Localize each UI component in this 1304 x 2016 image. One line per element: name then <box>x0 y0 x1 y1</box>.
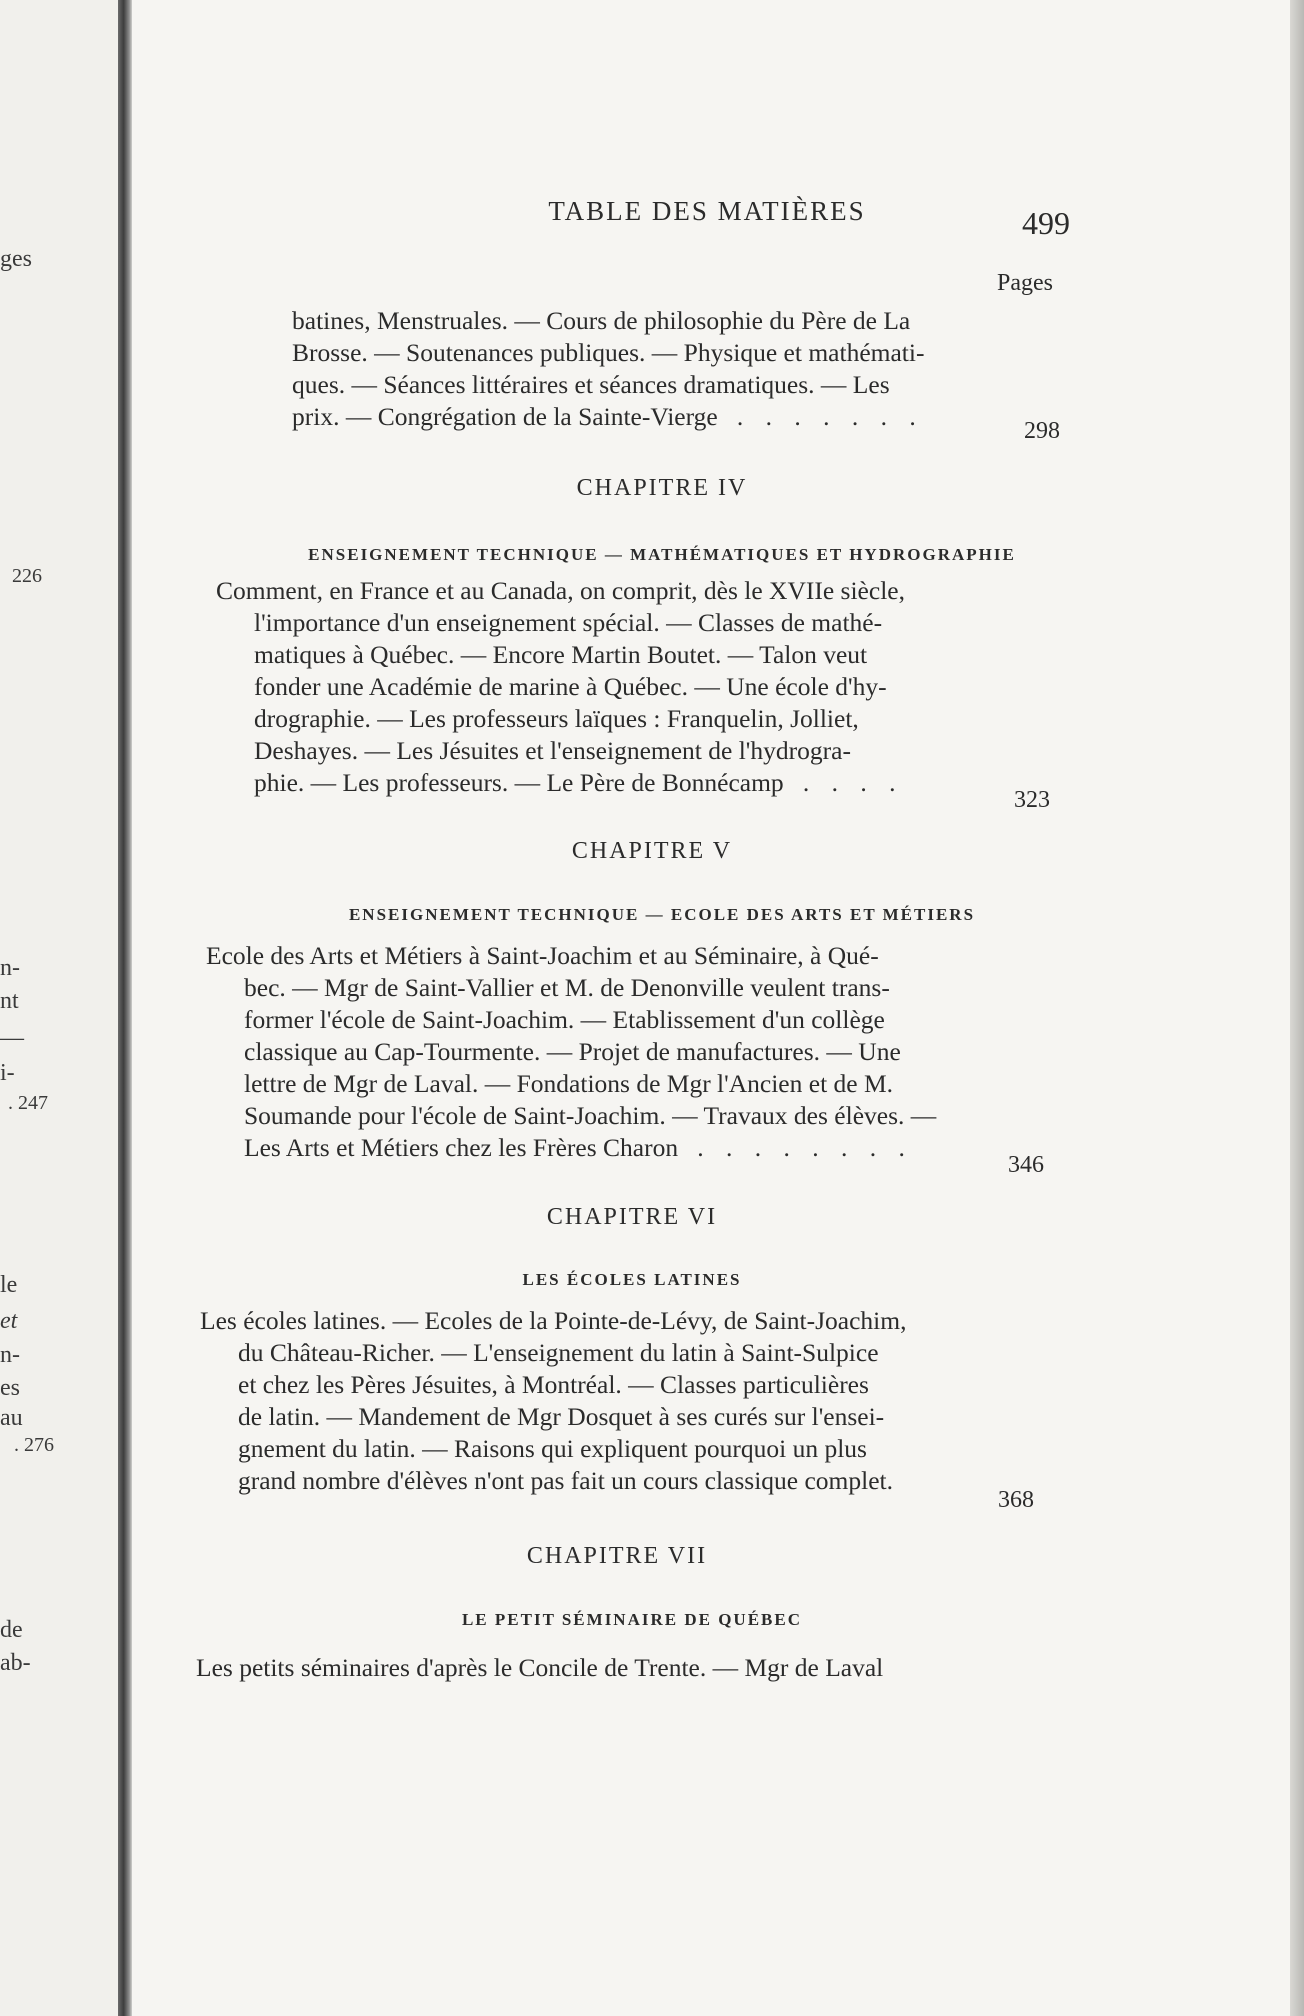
left-fragment: nt <box>0 988 19 1014</box>
toc-entry-chapter-7 <box>196 1652 1016 1684</box>
entry-page-number: 323 <box>1014 787 1050 813</box>
entry-line <box>292 401 1022 433</box>
entry-line: batines, Menstruales. — Cours de philosophie du Père de La <box>292 306 911 335</box>
entry-line: bec. — Mgr de Saint-Vallier et M. de Denonville veulent trans- <box>244 973 890 1002</box>
entry-line: du Château-Richer. — L'enseignement du latin à Saint-Sulpice <box>238 1338 879 1367</box>
running-title: TABLE DES MATIÈRES <box>548 196 866 226</box>
entry-line: gnement du latin. — Raisons qui expliquent pourquoi un plus <box>238 1434 867 1463</box>
chapter-heading: CHAPITRE VII <box>526 1543 708 1569</box>
entry-text: prix. — Congrégation de la Sainte-Vierge <box>292 402 718 431</box>
entry-line: drographie. — Les professeurs laïques : Franquelin, Jolliet, <box>254 704 859 733</box>
entry-text: Les Arts et Métiers chez les Frères Charon <box>244 1133 679 1162</box>
entry-line: grand nombre d'élèves n'ont pas fait un cours classique complet. <box>238 1466 894 1495</box>
left-fragment: 226 <box>12 565 42 587</box>
dot-leaders: . . . . <box>802 768 904 797</box>
toc-entry-chapter-5 <box>206 940 1026 1164</box>
entry-line: lettre de Mgr de Laval. — Fondations de Mgr l'Ancien et de M. <box>244 1069 894 1098</box>
left-fragment: de <box>0 1617 23 1643</box>
entry-text: phie. — Les professeurs. — Le Père de Bonnécamp <box>254 768 784 797</box>
pages-column-label: Pages <box>997 270 1053 296</box>
chapter-heading: CHAPITRE VI <box>546 1204 718 1230</box>
left-fragment: . 276 <box>14 1434 54 1456</box>
entry-line: Comment, en France et au Canada, on comprit, dès le XVIIe siècle, <box>216 576 905 605</box>
left-fragment: n- <box>0 955 20 981</box>
entry-line: de latin. — Mandement de Mgr Dosquet à ses curés sur l'ensei- <box>238 1402 885 1431</box>
left-fragment: ges <box>0 246 32 272</box>
left-fragment: le <box>0 1272 18 1298</box>
left-fragment: — <box>0 1025 24 1051</box>
page-number: 499 <box>1022 205 1070 241</box>
chapter-heading: CHAPITRE IV <box>576 475 748 501</box>
entry-line: Soumande pour l'école de Saint-Joachim. — Travaux des élèves. — <box>244 1101 937 1130</box>
entry-line: Deshayes. — Les Jésuites et l'enseignement de l'hydrogra- <box>254 736 851 765</box>
toc-entry-chapter-4 <box>216 575 1026 799</box>
left-fragment: es <box>0 1375 20 1401</box>
entry-page-number: 298 <box>1024 418 1060 444</box>
entry-page-number: 346 <box>1008 1152 1044 1178</box>
left-fragment: et <box>0 1308 18 1334</box>
left-fragment: n- <box>0 1342 20 1368</box>
entry-line: former l'école de Saint-Joachim. — Etablissement d'un collège <box>244 1005 885 1034</box>
toc-entry-continuation <box>292 305 1022 433</box>
entry-line: Brosse. — Soutenances publiques. — Physique et mathémati- <box>292 338 925 367</box>
chapter-subtitle: ENSEIGNEMENT TECHNIQUE — MATHÉMATIQUES ET HYDROGRAPHIE <box>308 545 1016 564</box>
entry-line: l'importance d'un enseignement spécial. — Classes de mathé- <box>254 608 883 637</box>
entry-page-number: 368 <box>998 1487 1034 1513</box>
entry-line: matiques à Québec. — Encore Martin Boutet. — Talon veut <box>254 640 868 669</box>
entry-line <box>216 767 1026 799</box>
entry-line <box>206 1132 1026 1164</box>
left-fragment: . 247 <box>8 1092 48 1114</box>
chapter-subtitle: LES ÉCOLES LATINES <box>522 1270 742 1289</box>
chapter-subtitle: LE PETIT SÉMINAIRE DE QUÉBEC <box>461 1610 803 1629</box>
dot-leaders: . . . . . . . . <box>697 1133 913 1162</box>
entry-line: fonder une Académie de marine à Québec. — Une école d'hy- <box>254 672 887 701</box>
left-fragment: ab- <box>0 1650 31 1676</box>
chapter-heading: CHAPITRE V <box>571 838 733 864</box>
entry-line: ques. — Séances littéraires et séances dramatiques. — Les <box>292 370 890 399</box>
left-fragment: i- <box>0 1060 15 1086</box>
entry-line: Ecole des Arts et Métiers à Saint-Joachim et au Séminaire, à Qué- <box>206 941 879 970</box>
entry-line: et chez les Pères Jésuites, à Montréal. — Classes particulières <box>238 1370 869 1399</box>
book-gutter <box>118 0 132 2016</box>
dot-leaders: . . . . . . . <box>736 402 924 431</box>
right-page <box>132 0 1290 2016</box>
left-page-fragment <box>0 0 118 2016</box>
entry-line: Les petits séminaires d'après le Concile de Trente. — Mgr de Laval <box>196 1653 884 1682</box>
page-edge <box>1290 0 1304 2016</box>
toc-entry-chapter-6 <box>200 1305 1010 1497</box>
left-fragment: au <box>0 1405 23 1431</box>
entry-line: Les écoles latines. — Ecoles de la Pointe-de-Lévy, de Saint-Joachim, <box>200 1306 907 1335</box>
chapter-subtitle: ENSEIGNEMENT TECHNIQUE — ECOLE DES ARTS ET MÉTIERS <box>348 905 976 924</box>
entry-line: classique au Cap-Tourmente. — Projet de manufactures. — Une <box>244 1037 901 1066</box>
